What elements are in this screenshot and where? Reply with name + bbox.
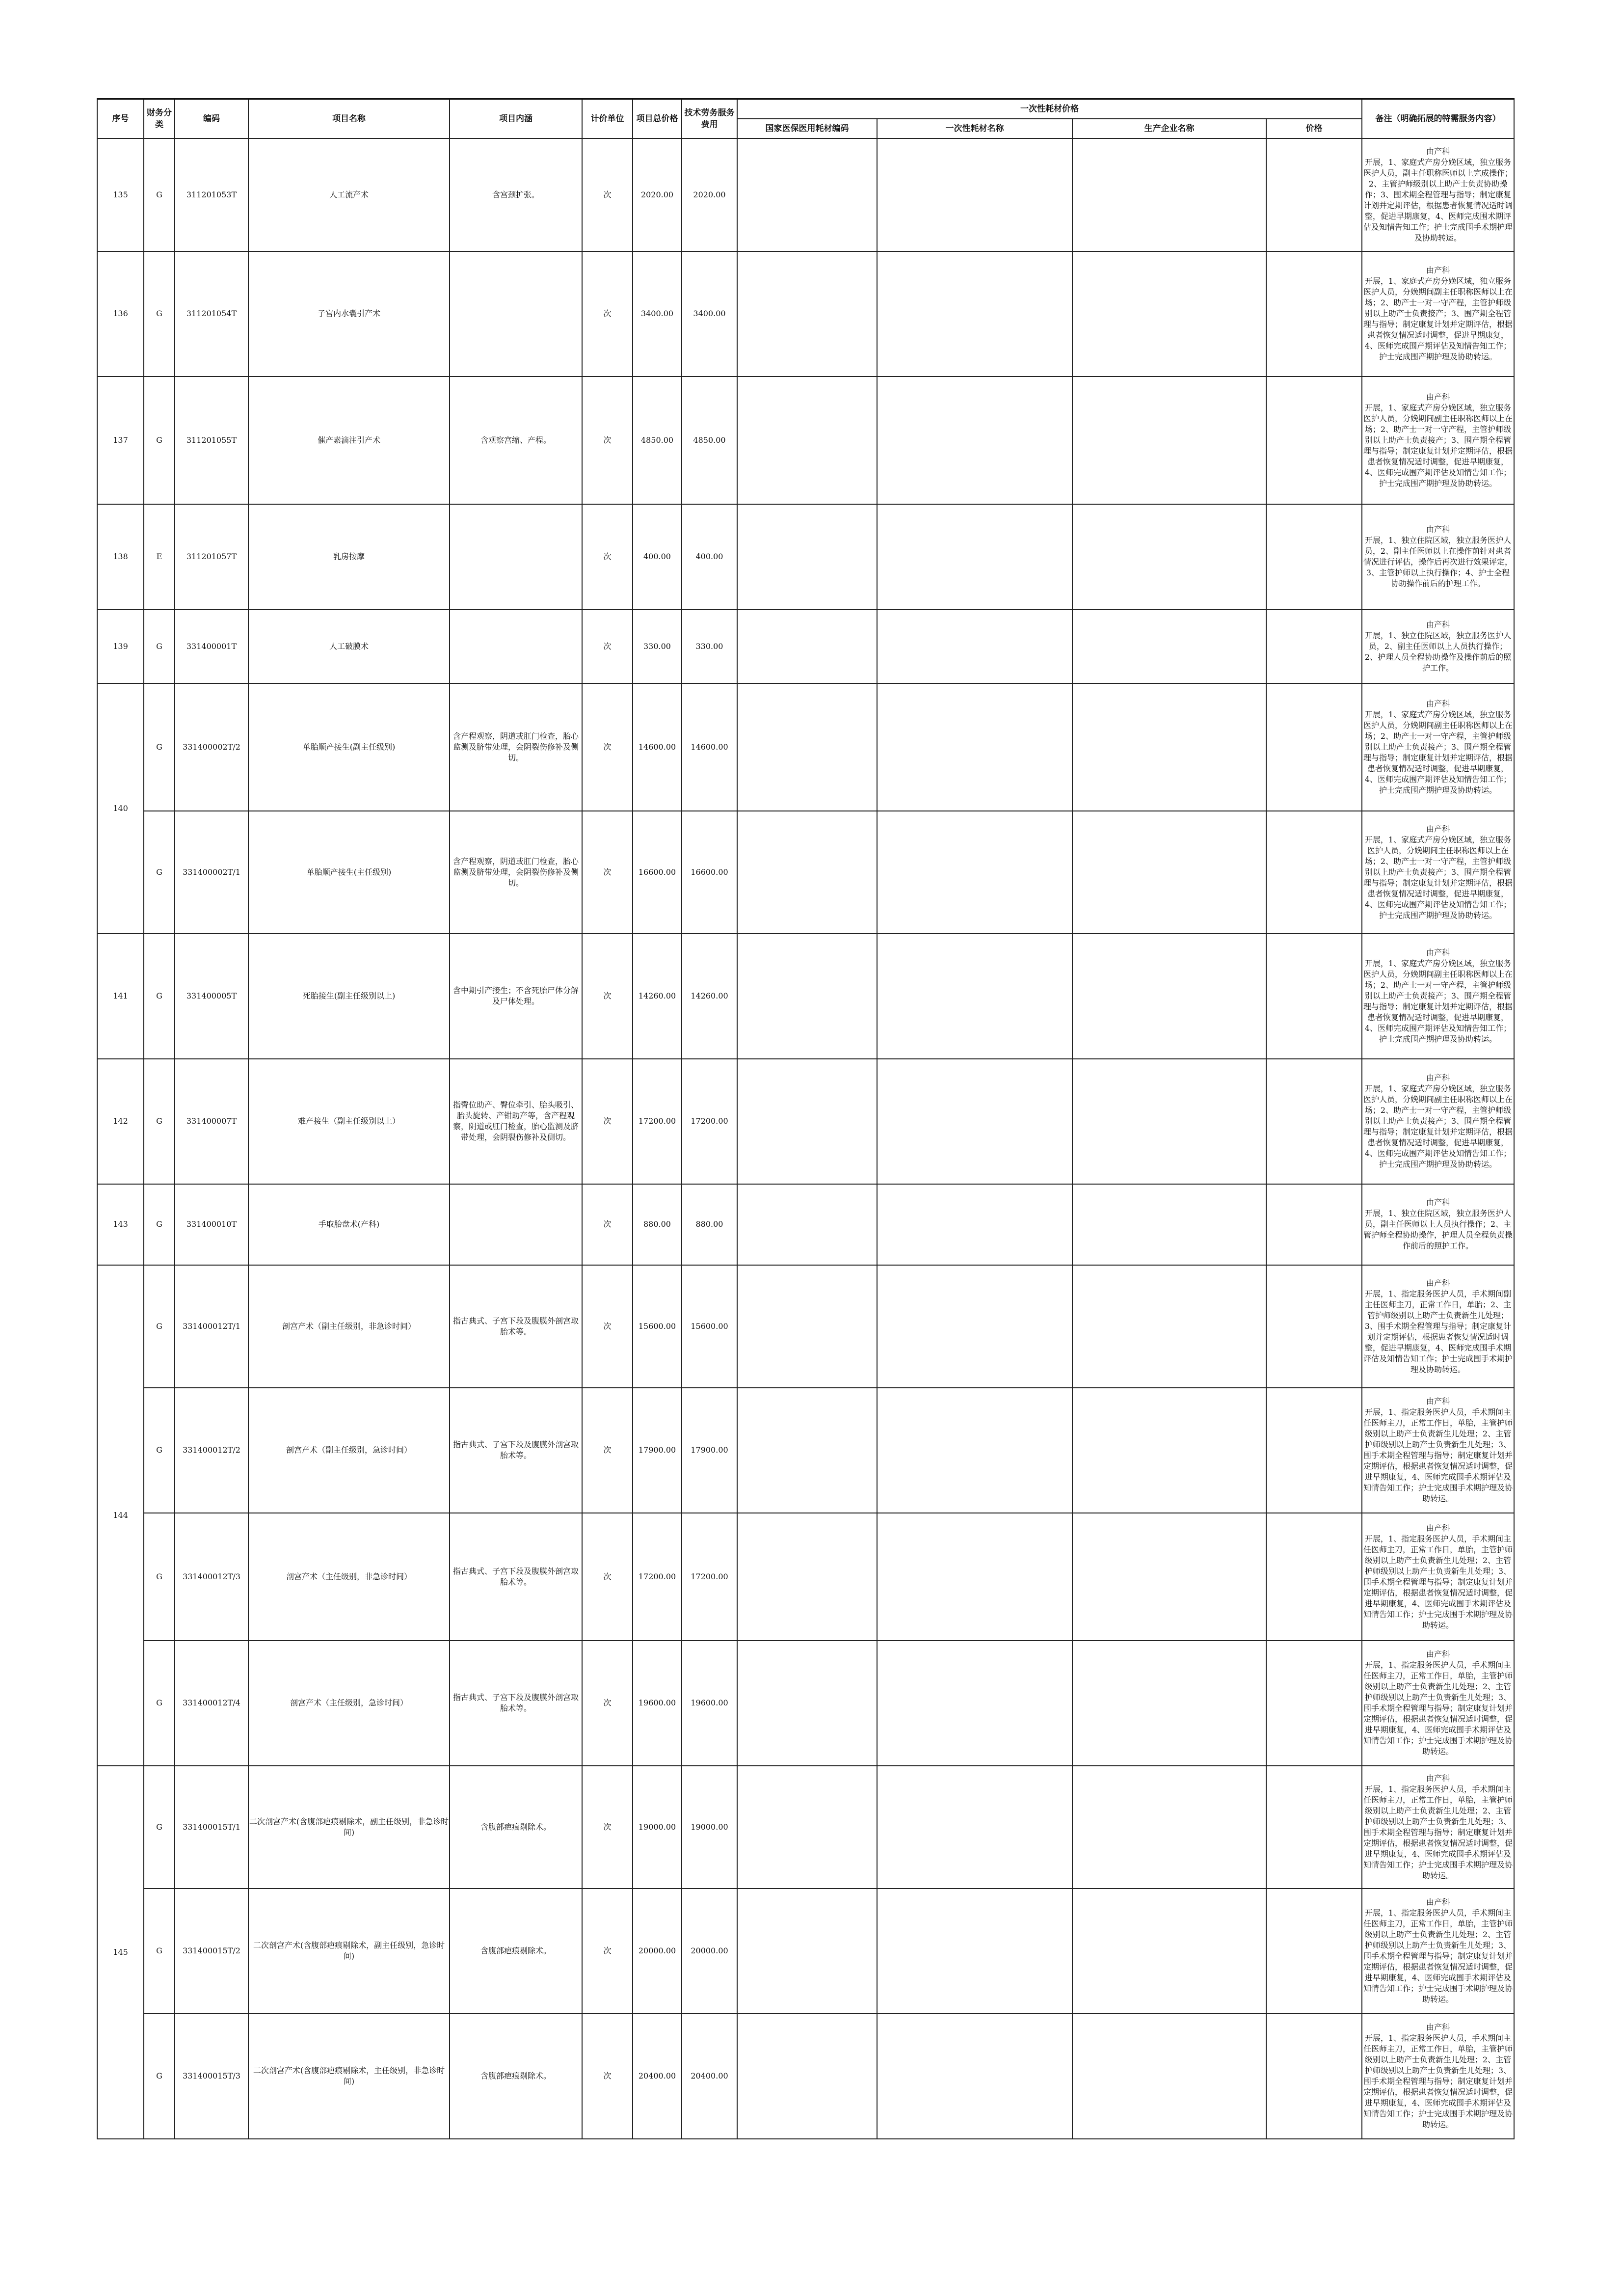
header-unit: 计价单位: [582, 99, 633, 138]
cell-consumables-code: [737, 1889, 877, 2014]
cell-code: 331400012T/4: [175, 1641, 248, 1766]
header-total-price: 项目总价格: [633, 99, 682, 138]
cell-service-fee: 20400.00: [682, 2014, 737, 2139]
cell-service-fee: 3400.00: [682, 251, 737, 377]
cell-unit: 次: [582, 934, 633, 1059]
cell-price: [1266, 1059, 1362, 1184]
cell-unit: 次: [582, 1889, 633, 2014]
cell-unit: 次: [582, 138, 633, 251]
cell-total-price: 4850.00: [633, 377, 682, 504]
cell-consumables-code: [737, 683, 877, 811]
note-text: 开展，1、家庭式产房分娩区域，独立服务医护人员，分娩期间主任职称医师以上在场；2、助产士一对一守产程，主管护师级别以上助产士负责接产；3、围产期全程管理与指导；制定康复计划并定期评估，根据患者恢复情况适时调整，促进早期康复，4、医师完成围产期评估及知情告知工作；护士完成围产期护理及协助转运。: [1363, 835, 1513, 920]
cell-consumables-code: [737, 811, 877, 934]
table-row: [97, 504, 1514, 610]
table-row: [97, 251, 1514, 377]
cell-content: 含宫颈扩张。: [450, 138, 582, 251]
table-row: [97, 1184, 1514, 1265]
cell-item-name: 乳房按摩: [248, 504, 450, 610]
cell-content: 含腹部疤痕剔除术。: [450, 1889, 582, 2014]
cell-code: 331400001T: [175, 610, 248, 683]
cell-manufacturer: [1072, 934, 1266, 1059]
cell-code: 331400002T/2: [175, 683, 248, 811]
note-text: 开展，1、指定服务医护人员，手术期间主任医师主刀，正常工作日，单胎，主管护师级别以上助产士负责新生儿处理；2、主管护师级别以上助产士负责新生儿处理；3、围手术期全程管理与指导；制定康复计划并定期评估，根据患者恢复情况适时调整，促进早期康复，4、医师完成围手术期评估及知情告知工作；护士完成围手术期护理及协助转运。: [1363, 1534, 1513, 1630]
cell-manufacturer: [1072, 1889, 1266, 2014]
cell-consumables-name: [877, 1059, 1072, 1184]
cell-content: 指臀位助产、臀位牵引、胎头吸引、胎头旋转、产钳助产等，含产程观察，阴道或肛门检查，胎心监测及脐带处理，会阴裂伤修补及侧切。: [450, 1059, 582, 1184]
cell-unit: 次: [582, 811, 633, 934]
cell-seq: 142: [97, 1059, 144, 1184]
cell-consumables-code: [737, 2014, 877, 2139]
cell-consumables-code: [737, 1766, 877, 1889]
cell-item-name: 死胎接生(副主任级别以上): [248, 934, 450, 1059]
cell-code: 331400012T/2: [175, 1388, 248, 1513]
cell-item-name: 二次剖宫产术(含腹部疤痕剔除术，副主任级别，急诊时间): [248, 1889, 450, 2014]
cell-item-name: 剖宫产术（主任级别，急诊时间）: [248, 1641, 450, 1766]
table-row: [97, 2014, 1514, 2139]
cell-consumables-name: [877, 610, 1072, 683]
note-text: 开展，1、指定服务医护人员，手术期间主任医师主刀，正常工作日，单胎，主管护师级别以上助产士负责新生儿处理；2、主管护师级别以上助产士负责新生儿处理；3、围手术期全程管理与指导；制定康复计划并定期评估，根据患者恢复情况适时调整，促进早期康复，4、医师完成围手术期评估及知情告知工作；护士完成围手术期护理及协助转运。: [1363, 1407, 1513, 1503]
cell-total-price: 14600.00: [633, 683, 682, 811]
cell-price: [1266, 2014, 1362, 2139]
cell-price: [1266, 138, 1362, 251]
cell-unit: 次: [582, 377, 633, 504]
note-text: 开展，1、家庭式产房分娩区域，独立服务医护人员，分娩期间副主任职称医师以上在场；2、助产士一对一守产程，主管护师级别以上助产士负责接产；3、围产期全程管理与指导；制定康复计划并定期评估，根据患者恢复情况适时调整，促进早期康复，4、医师完成围产期评估及知情告知工作；护士完成围产期护理及协助转运。: [1363, 959, 1513, 1044]
note-dept: 由产科: [1426, 392, 1450, 402]
cell-consumables-code: [737, 610, 877, 683]
table-row: [97, 1265, 1514, 1388]
cell-fin-class: E: [144, 504, 175, 610]
table-row: [97, 1388, 1514, 1513]
cell-manufacturer: [1072, 1388, 1266, 1513]
cell-total-price: 14260.00: [633, 934, 682, 1059]
note-dept: 由产科: [1426, 824, 1450, 834]
cell-code: 311201057T: [175, 504, 248, 610]
cell-consumables-code: [737, 934, 877, 1059]
cell-item-name: 子宫内水囊引产术: [248, 251, 450, 377]
cell-manufacturer: [1072, 683, 1266, 811]
cell-manufacturer: [1072, 811, 1266, 934]
note-dept: 由产科: [1426, 948, 1450, 957]
cell-consumables-name: [877, 1641, 1072, 1766]
cell-fin-class: G: [144, 377, 175, 504]
cell-total-price: 330.00: [633, 610, 682, 683]
note-dept: 由产科: [1426, 2023, 1450, 2032]
cell-consumables-code: [737, 1184, 877, 1265]
cell-code: 331400007T: [175, 1059, 248, 1184]
table-row: [97, 1641, 1514, 1766]
cell-note: [1362, 138, 1514, 251]
cell-total-price: 2020.00: [633, 138, 682, 251]
cell-code: 331400015T/2: [175, 1889, 248, 2014]
cell-content: [450, 251, 582, 377]
cell-service-fee: 17200.00: [682, 1513, 737, 1641]
cell-manufacturer: [1072, 1641, 1266, 1766]
cell-item-name: 难产接生（副主任级别以上）: [248, 1059, 450, 1184]
note-dept: 由产科: [1426, 146, 1450, 156]
note-text: 开展，1、家庭式产房分娩区域，独立服务医护人员，分娩期间副主任职称医师以上在场；2、助产士一对一守产程，主管护师级别以上助产士负责接产；3、围产期全程管理与指导；制定康复计划并定期评估，根据患者恢复情况适时调整，促进早期康复，4、医师完成围产期评估及知情告知工作；护士完成围产期护理及协助转运。: [1363, 403, 1513, 488]
cell-note: [1362, 1889, 1514, 2014]
cell-code: 331400005T: [175, 934, 248, 1059]
cell-content: 含产程观察，阴道或肛门检查，胎心监测及脐带处理，会阴裂伤修补及侧切。: [450, 811, 582, 934]
note-text: 开展，1、指定服务医护人员，手术期间主任医师主刀，正常工作日，单胎，主管护师级别以上助产士负责新生儿处理；2、主管护师级别以上助产士负责新生儿处理；3、围手术期全程管理与指导；制定康复计划并定期评估，根据患者恢复情况适时调整，促进早期康复，4、医师完成围手术期评估及知情告知工作；护士完成围手术期护理及协助转运。: [1363, 1784, 1513, 1880]
cell-fin-class: G: [144, 251, 175, 377]
note-dept: 由产科: [1426, 266, 1450, 275]
cell-consumables-name: [877, 2014, 1072, 2139]
cell-note: [1362, 251, 1514, 377]
cell-content: 含腹部疤痕剔除术。: [450, 2014, 582, 2139]
note-dept: 由产科: [1426, 620, 1450, 629]
cell-consumables-name: [877, 504, 1072, 610]
cell-code: 331400012T/1: [175, 1265, 248, 1388]
cell-total-price: 20400.00: [633, 2014, 682, 2139]
note-text: 开展，1、独立住院区域，独立服务医护人员，2、副主任医师以上在操作前针对患者情况进行评估，操作后再次进行效果评定，3、主管护师以上执行操作；4、护士全程协助操作前后的护理工作。: [1363, 536, 1513, 588]
cell-total-price: 15600.00: [633, 1265, 682, 1388]
cell-manufacturer: [1072, 377, 1266, 504]
note-text: 开展，1、家庭式产房分娩区域，独立服务医护人员，分娩期间副主任职称医师以上在场；2、助产士一对一守产程，主管护师级别以上助产士负责接产；3、围产期全程管理与指导；制定康复计划并定期评估，根据患者恢复情况适时调整，促进早期康复，4、医师完成围产期评估及知情告知工作；护士完成围产期护理及协助转运。: [1363, 709, 1513, 795]
cell-fin-class: G: [144, 1641, 175, 1766]
cell-total-price: 19600.00: [633, 1641, 682, 1766]
cell-fin-class: G: [144, 1265, 175, 1388]
cell-unit: 次: [582, 251, 633, 377]
cell-service-fee: 880.00: [682, 1184, 737, 1265]
cell-consumables-name: [877, 1513, 1072, 1641]
cell-price: [1266, 1889, 1362, 2014]
cell-fin-class: G: [144, 1388, 175, 1513]
cell-total-price: 19000.00: [633, 1766, 682, 1889]
cell-unit: 次: [582, 610, 633, 683]
cell-seq: 144: [97, 1265, 144, 1766]
cell-service-fee: 16600.00: [682, 811, 737, 934]
cell-item-name: 二次剖宫产术(含腹部疤痕剔除术，副主任级别，非急诊时间): [248, 1766, 450, 1889]
cell-unit: 次: [582, 1641, 633, 1766]
header-item-name: 项目名称: [248, 99, 450, 138]
header-service-fee: 技术劳务服务费用: [682, 99, 737, 138]
note-dept: 由产科: [1426, 1773, 1450, 1783]
cell-code: 311201053T: [175, 138, 248, 251]
cell-fin-class: G: [144, 1059, 175, 1184]
cell-price: [1266, 1513, 1362, 1641]
cell-item-name: 单胎顺产接生(主任级别): [248, 811, 450, 934]
cell-price: [1266, 1766, 1362, 1889]
cell-note: [1362, 1641, 1514, 1766]
cell-note: [1362, 1766, 1514, 1889]
cell-service-fee: 14260.00: [682, 934, 737, 1059]
header-note: 备注（明确拓展的特需服务内容）: [1362, 99, 1514, 138]
cell-price: [1266, 251, 1362, 377]
cell-consumables-name: [877, 377, 1072, 504]
cell-content: 含中期引产接生；不含死胎尸体分解及尸体处理。: [450, 934, 582, 1059]
price-table: [97, 98, 1515, 2139]
cell-service-fee: 4850.00: [682, 377, 737, 504]
cell-price: [1266, 811, 1362, 934]
cell-manufacturer: [1072, 1059, 1266, 1184]
table-row: [97, 683, 1514, 811]
cell-note: [1362, 1184, 1514, 1265]
cell-fin-class: G: [144, 1513, 175, 1641]
cell-seq: 140: [97, 683, 144, 934]
cell-service-fee: 20000.00: [682, 1889, 737, 2014]
cell-manufacturer: [1072, 138, 1266, 251]
cell-consumables-name: [877, 138, 1072, 251]
cell-content: [450, 610, 582, 683]
note-dept: 由产科: [1426, 525, 1450, 534]
note-text: 开展，1、指定服务医护人员，手术期间主任医师主刀，正常工作日，单胎，主管护师级别以上助产士负责新生儿处理；2、主管护师级别以上助产士负责新生儿处理；3、围手术期全程管理与指导；制定康复计划并定期评估，根据患者恢复情况适时调整，促进早期康复，4、医师完成围手术期评估及知情告知工作；护士完成围手术期护理及协助转运。: [1363, 1908, 1513, 2004]
cell-consumables-name: [877, 251, 1072, 377]
cell-item-name: 单胎顺产接生(副主任级别): [248, 683, 450, 811]
cell-note: [1362, 1265, 1514, 1388]
cell-total-price: 3400.00: [633, 251, 682, 377]
cell-price: [1266, 683, 1362, 811]
cell-fin-class: G: [144, 1889, 175, 2014]
cell-code: 331400010T: [175, 1184, 248, 1265]
cell-content: 指古典式、子宫下段及腹膜外剖宫取胎术等。: [450, 1388, 582, 1513]
cell-price: [1266, 934, 1362, 1059]
cell-consumables-name: [877, 1388, 1072, 1513]
cell-manufacturer: [1072, 1265, 1266, 1388]
cell-manufacturer: [1072, 1184, 1266, 1265]
cell-service-fee: 15600.00: [682, 1265, 737, 1388]
cell-total-price: 16600.00: [633, 811, 682, 934]
cell-manufacturer: [1072, 1513, 1266, 1641]
note-dept: 由产科: [1426, 1649, 1450, 1659]
cell-note: [1362, 811, 1514, 934]
cell-fin-class: G: [144, 934, 175, 1059]
cell-unit: 次: [582, 1265, 633, 1388]
note-text: 开展，1、指定服务医护人员，手术期间主任医师主刀，正常工作日，单胎，主管护师级别以上助产士负责新生儿处理；2、主管护师级别以上助产士负责新生儿处理；3、围手术期全程管理与指导；制定康复计划并定期评估，根据患者恢复情况适时调整，促进早期康复，4、医师完成围手术期评估及知情告知工作；护士完成围手术期护理及协助转运。: [1363, 1660, 1513, 1756]
cell-unit: 次: [582, 2014, 633, 2139]
cell-consumables-code: [737, 377, 877, 504]
note-dept: 由产科: [1426, 1523, 1450, 1533]
cell-note: [1362, 1059, 1514, 1184]
cell-service-fee: 14600.00: [682, 683, 737, 811]
cell-consumables-code: [737, 1265, 877, 1388]
cell-total-price: 17900.00: [633, 1388, 682, 1513]
cell-consumables-code: [737, 1388, 877, 1513]
cell-unit: 次: [582, 1059, 633, 1184]
cell-total-price: 400.00: [633, 504, 682, 610]
table-row: [97, 934, 1514, 1059]
cell-price: [1266, 1641, 1362, 1766]
cell-fin-class: G: [144, 811, 175, 934]
cell-content: [450, 504, 582, 610]
cell-seq: 138: [97, 504, 144, 610]
cell-price: [1266, 610, 1362, 683]
cell-content: 指古典式、子宫下段及腹膜外剖宫取胎术等。: [450, 1265, 582, 1388]
cell-manufacturer: [1072, 251, 1266, 377]
cell-total-price: 17200.00: [633, 1059, 682, 1184]
note-text: 开展，1、家庭式产房分娩区域，独立服务医护人员，分娩期间副主任职称医师以上在场；2、助产士一对一守产程，主管护师级别以上助产士负责接产；3、围产期全程管理与指导；制定康复计划并定期评估，根据患者恢复情况适时调整，促进早期康复，4、医师完成围产期评估及知情告知工作；护士完成围产期护理及协助转运。: [1363, 276, 1513, 361]
cell-content: [450, 1184, 582, 1265]
cell-content: 含观察宫缩、产程。: [450, 377, 582, 504]
cell-service-fee: 330.00: [682, 610, 737, 683]
cell-content: 含产程观察，阴道或肛门检查，胎心监测及脐带处理，会阴裂伤修补及侧切。: [450, 683, 582, 811]
cell-consumables-name: [877, 1766, 1072, 1889]
cell-price: [1266, 1265, 1362, 1388]
table-row: [97, 610, 1514, 683]
cell-manufacturer: [1072, 610, 1266, 683]
cell-content: 指古典式、子宫下段及腹膜外剖宫取胎术等。: [450, 1641, 582, 1766]
note-dept: 由产科: [1426, 1073, 1450, 1082]
cell-code: 311201055T: [175, 377, 248, 504]
note-dept: 由产科: [1426, 1897, 1450, 1907]
table-row: [97, 1766, 1514, 1889]
cell-consumables-name: [877, 1184, 1072, 1265]
header-fin-class: 财务分类: [144, 99, 175, 138]
header-seq: 序号: [97, 99, 144, 138]
header-consumables-code: 国家医保医用耗材编码: [737, 119, 877, 138]
note-dept: 由产科: [1426, 1198, 1450, 1207]
cell-total-price: 20000.00: [633, 1889, 682, 2014]
cell-code: 331400002T/1: [175, 811, 248, 934]
cell-unit: 次: [582, 683, 633, 811]
cell-service-fee: 19600.00: [682, 1641, 737, 1766]
cell-consumables-name: [877, 1265, 1072, 1388]
cell-content: 指古典式、子宫下段及腹膜外剖宫取胎术等。: [450, 1513, 582, 1641]
cell-note: [1362, 377, 1514, 504]
table-row: [97, 377, 1514, 504]
cell-fin-class: G: [144, 138, 175, 251]
cell-consumables-code: [737, 138, 877, 251]
cell-note: [1362, 610, 1514, 683]
cell-total-price: 880.00: [633, 1184, 682, 1265]
cell-manufacturer: [1072, 1766, 1266, 1889]
cell-content: 含腹部疤痕剔除术。: [450, 1766, 582, 1889]
cell-total-price: 17200.00: [633, 1513, 682, 1641]
cell-seq: 139: [97, 610, 144, 683]
note-text: 开展，1、家庭式产房分娩区域，独立服务医护人员，分娩期间副主任职称医师以上在场；2、助产士一对一守产程，主管护师级别以上助产士负责接产；3、围产期全程管理与指导；制定康复计划并定期评估，根据患者恢复情况适时调整，促进早期康复，4、医师完成围产期评估及知情告知工作；护士完成围产期护理及协助转运。: [1363, 1084, 1513, 1169]
note-text: 开展，1、家庭式产房分娩区域，独立服务医护人员，副主任职称医师以上完成操作；2、主管护师级别以上助产士负责协助操作；3、围术期全程管理与指导；制定康复计划并定期评估，根据患者恢复情况适时调整，促进早期康复，4、医师完成围术期评估及知情告知工作；护士完成围手术期护理及协助转运。: [1363, 157, 1513, 243]
table-row: [97, 1513, 1514, 1641]
cell-fin-class: G: [144, 610, 175, 683]
cell-service-fee: 17200.00: [682, 1059, 737, 1184]
cell-fin-class: G: [144, 2014, 175, 2139]
cell-service-fee: 2020.00: [682, 138, 737, 251]
cell-note: [1362, 683, 1514, 811]
cell-unit: 次: [582, 504, 633, 610]
cell-manufacturer: [1072, 2014, 1266, 2139]
cell-item-name: 剖宫产术（副主任级别，非急诊时间）: [248, 1265, 450, 1388]
cell-item-name: 催产素滴注引产术: [248, 377, 450, 504]
cell-price: [1266, 377, 1362, 504]
cell-unit: 次: [582, 1766, 633, 1889]
cell-consumables-code: [737, 1513, 877, 1641]
header-price: 价格: [1266, 119, 1362, 138]
cell-note: [1362, 934, 1514, 1059]
cell-service-fee: 400.00: [682, 504, 737, 610]
cell-consumables-code: [737, 504, 877, 610]
cell-consumables-name: [877, 1889, 1072, 2014]
cell-item-name: 手取胎盘术(产科): [248, 1184, 450, 1265]
cell-item-name: 人工破膜术: [248, 610, 450, 683]
table-row: [97, 1059, 1514, 1184]
cell-consumables-code: [737, 1059, 877, 1184]
cell-consumables-code: [737, 1641, 877, 1766]
cell-fin-class: G: [144, 683, 175, 811]
cell-code: 331400012T/3: [175, 1513, 248, 1641]
table-row: [97, 138, 1514, 251]
note-text: 开展，1、指定服务医护人员，手术期间副主任医师主刀，正常工作日，单胎；2、主管护师级别以上助产士负责新生儿处理；3、围手术期全程管理与指导；制定康复计划并定期评估，根据患者恢复情况适时调整，促进早期康复，4、医师完成围手术期评估及知情告知工作；护士完成围手术期护理及协助转运。: [1363, 1289, 1513, 1374]
cell-note: [1362, 1513, 1514, 1641]
cell-note: [1362, 504, 1514, 610]
header-content: 项目内涵: [450, 99, 582, 138]
cell-consumables-name: [877, 683, 1072, 811]
cell-seq: 141: [97, 934, 144, 1059]
note-text: 开展，1、指定服务医护人员，手术期间主任医师主刀，正常工作日，单胎，主管护师级别以上助产士负责新生儿处理；2、主管护师级别以上助产士负责新生儿处理；3、围手术期全程管理与指导；制定康复计划并定期评估，根据患者恢复情况适时调整，促进早期康复，4、医师完成围手术期评估及知情告知工作；护士完成围手术期护理及协助转运。: [1363, 2033, 1513, 2129]
cell-item-name: 剖宫产术（主任级别，非急诊时间）: [248, 1513, 450, 1641]
table-row: [97, 811, 1514, 934]
cell-note: [1362, 1388, 1514, 1513]
cell-fin-class: G: [144, 1766, 175, 1889]
cell-code: 331400015T/1: [175, 1766, 248, 1889]
cell-price: [1266, 1184, 1362, 1265]
cell-price: [1266, 1388, 1362, 1513]
cell-item-name: 二次剖宫产术(含腹部疤痕剔除术，主任级别，非急诊时间): [248, 2014, 450, 2139]
cell-consumables-name: [877, 811, 1072, 934]
note-text: 开展，1、独立住院区域，独立服务医护人员，副主任医师以上人员执行操作；2、主管护师全程协助操作，护理人员全程负责操作前后的照护工作。: [1363, 1209, 1513, 1250]
cell-seq: 145: [97, 1766, 144, 2139]
cell-unit: 次: [582, 1388, 633, 1513]
cell-seq: 143: [97, 1184, 144, 1265]
header-code: 编码: [175, 99, 248, 138]
header-consumables-group: 一次性耗材价格: [737, 99, 1362, 119]
header-manufacturer: 生产企业名称: [1072, 119, 1266, 138]
cell-service-fee: 17900.00: [682, 1388, 737, 1513]
cell-seq: 136: [97, 251, 144, 377]
note-dept: 由产科: [1426, 1278, 1450, 1288]
note-text: 开展，1、独立住院区域，独立服务医护人员，2、副主任医师以上人员执行操作；2、护理人员全程协助操作及操作前后的照护工作。: [1364, 630, 1512, 673]
note-dept: 由产科: [1426, 1397, 1450, 1406]
cell-item-name: 剖宫产术（副主任级别，急诊时间）: [248, 1388, 450, 1513]
note-dept: 由产科: [1426, 699, 1450, 708]
cell-seq: 137: [97, 377, 144, 504]
cell-note: [1362, 2014, 1514, 2139]
cell-manufacturer: [1072, 504, 1266, 610]
cell-code: 331400015T/3: [175, 2014, 248, 2139]
cell-consumables-name: [877, 934, 1072, 1059]
cell-code: 311201054T: [175, 251, 248, 377]
header-consumables-name: 一次性耗材名称: [877, 119, 1072, 138]
table-body: [97, 138, 1514, 2139]
cell-service-fee: 19000.00: [682, 1766, 737, 1889]
cell-consumables-code: [737, 251, 877, 377]
cell-item-name: 人工流产术: [248, 138, 450, 251]
cell-seq: 135: [97, 138, 144, 251]
cell-fin-class: G: [144, 1184, 175, 1265]
table-row: [97, 1889, 1514, 2014]
cell-unit: 次: [582, 1184, 633, 1265]
cell-unit: 次: [582, 1513, 633, 1641]
cell-price: [1266, 504, 1362, 610]
